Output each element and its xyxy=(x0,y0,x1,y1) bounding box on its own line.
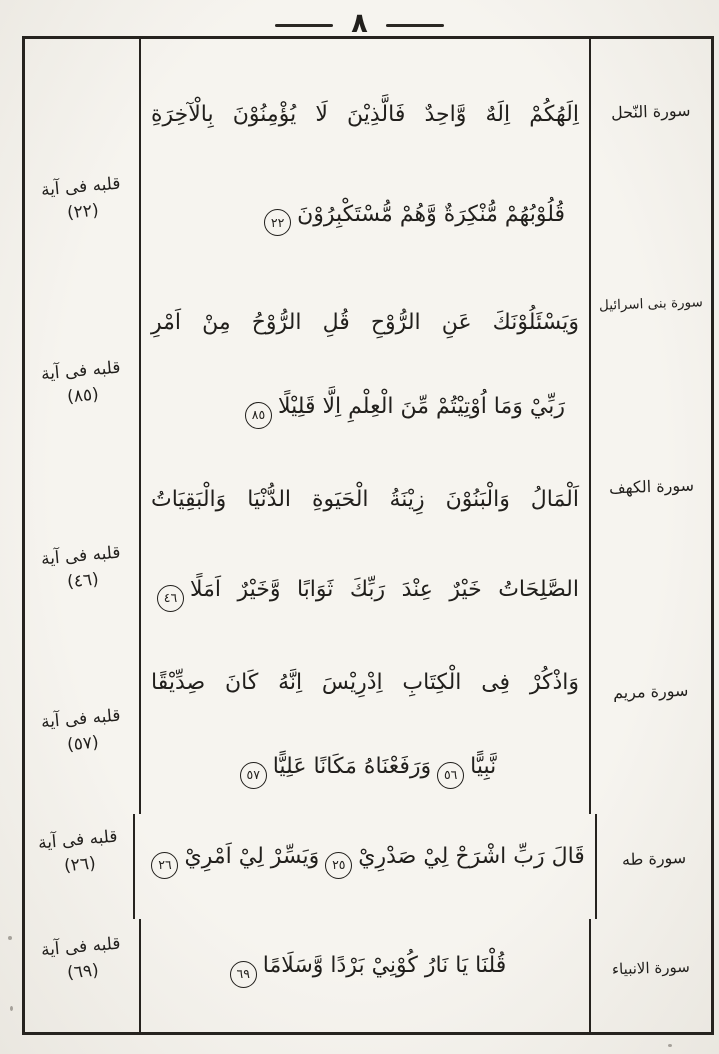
surah-name-cell xyxy=(589,639,711,814)
verse-text: قُلُوْبُهُمْ مُّنْكِرَةٌ وَّهُمْ مُّسْتَكْبِرُوْنَ xyxy=(297,201,565,227)
table-row xyxy=(25,39,711,279)
verse-cell xyxy=(141,454,589,639)
ayah-end-marker: ٥٧ xyxy=(240,762,267,789)
note-ayah-number: (٢٢) xyxy=(66,200,100,223)
verse-text: نَّبِيًّا xyxy=(470,754,497,780)
page-number: ٨ xyxy=(351,7,368,39)
note-label: قلبه فى آية xyxy=(40,705,122,733)
table-row xyxy=(25,454,711,639)
verse-line xyxy=(151,388,579,429)
ayah-end-marker: ٢٦ xyxy=(151,852,178,879)
note-label: قلبه فى آية xyxy=(40,357,122,385)
note-cell xyxy=(25,919,141,1032)
rule-line-left xyxy=(386,24,444,27)
note-label: قلبه فى آية xyxy=(40,542,122,570)
ayah-end-marker: ٢٥ xyxy=(325,852,352,879)
verse-text: وَاذْكُرْ فِى الْكِتَابِ اِدْرِيْسَ اِنَّهُ كَانَ صِدِّيْقًا xyxy=(151,669,579,695)
rule-line-right xyxy=(275,24,333,27)
verse-text: الصَّلِحَاتُ خَيْرٌ عِنْدَ رَبِّكَ ثَوَابًا وَّخَيْرٌ اَمَلًا xyxy=(190,576,579,602)
ayah-end-marker: ٨٥ xyxy=(245,402,272,429)
surah-name-cell xyxy=(589,454,711,639)
note-cell xyxy=(25,814,135,919)
ayah-end-marker: ٥٦ xyxy=(437,762,464,789)
verse-line xyxy=(151,748,579,789)
verse-line xyxy=(151,664,579,703)
memorization-note xyxy=(40,704,124,760)
surah-name: سورة النّحل xyxy=(610,100,692,123)
table-row xyxy=(25,919,711,1032)
note-ayah-number: (٨٥) xyxy=(66,384,100,407)
surah-name: سورة بنى اسرائيل xyxy=(598,294,704,314)
table-row xyxy=(25,279,711,454)
verse-line xyxy=(151,196,579,237)
note-cell xyxy=(25,454,141,639)
verse-text: وَيَسْئَلُوْنَكَ عَنِ الرُّوْحِ قُلِ الرُّوْحُ مِنْ اَمْرِ xyxy=(151,309,579,335)
surah-name-cell xyxy=(589,279,711,454)
verse-line xyxy=(151,481,579,520)
verse-line xyxy=(151,304,579,343)
surah-name-cell xyxy=(595,814,711,919)
note-ayah-number: (٢٦) xyxy=(63,853,97,876)
verse-cell xyxy=(141,919,589,1032)
table-row xyxy=(25,639,711,814)
verse-line xyxy=(151,571,579,612)
verse-cell xyxy=(141,279,589,454)
note-label: قلبه فى آية xyxy=(40,933,122,961)
ayah-end-marker: ٤٦ xyxy=(157,585,184,612)
verse-text: قُلْنَا يَا نَارُ كُوْنِيْ بَرْدًا وَّسَلَامًا xyxy=(262,953,507,979)
memorization-note xyxy=(40,541,124,597)
note-cell xyxy=(25,279,141,454)
verses-table xyxy=(22,36,714,1035)
verse-text: قَالَ رَبِّ اشْرَحْ لِيْ صَدْرِيْ xyxy=(358,844,585,870)
surah-name: سورة مريم xyxy=(612,680,689,703)
verse-text: اَلْمَالُ وَالْبَنُوْنَ زِيْنَةُ الْحَيَوةِ الدُّنْيَا وَالْبَقِيَاتُ xyxy=(151,487,579,513)
note-cell xyxy=(25,639,141,814)
note-cell xyxy=(25,39,141,279)
ayah-end-marker: ٦٩ xyxy=(230,961,257,988)
memorization-note xyxy=(40,932,124,988)
scan-speckle xyxy=(8,936,12,940)
verse-line xyxy=(151,947,579,988)
verse-cell xyxy=(141,639,589,814)
verse-text: وَيَسِّرْ لِيْ اَمْرِيْ xyxy=(184,844,320,870)
memorization-note xyxy=(40,356,124,412)
verse-cell xyxy=(141,39,589,279)
surah-name-cell xyxy=(589,39,711,279)
scan-speckle xyxy=(668,1044,672,1047)
ayah-end-marker: ٢٢ xyxy=(264,209,291,236)
verse-text: وَرَفَعْنَاهُ مَكَانًا عَلِيًّا xyxy=(272,754,432,780)
surah-name: سورة الانبياء xyxy=(611,957,691,979)
note-label: قلبه فى آية xyxy=(37,826,119,854)
surah-name: سورة طه xyxy=(621,848,687,870)
note-ayah-number: (٦٩) xyxy=(66,960,100,983)
table-row xyxy=(25,814,711,919)
note-ayah-number: (٤٦) xyxy=(66,569,100,592)
memorization-note xyxy=(37,825,121,881)
verse-cell xyxy=(135,814,594,919)
surah-name: سورة الكهف xyxy=(608,475,694,498)
note-ayah-number: (٥٧) xyxy=(66,732,100,755)
surah-name-cell xyxy=(589,919,711,1032)
memorization-note xyxy=(40,172,124,228)
verse-line xyxy=(151,96,579,135)
verse-text: رَبِّيْ وَمَا اُوْتِيْتُمْ مِّنَ الْعِلْمِ اِلَّا قَلِيْلًا xyxy=(277,394,565,420)
note-label: قلبه فى آية xyxy=(40,173,122,201)
scan-speckle xyxy=(10,1006,13,1011)
verse-line xyxy=(145,838,584,879)
verse-text: اِلَهُكُمْ اِلَهٌ وَّاحِدٌ فَالَّذِيْنَ لَا يُؤْمِنُوْنَ بِالْآخِرَةِ xyxy=(151,101,579,127)
